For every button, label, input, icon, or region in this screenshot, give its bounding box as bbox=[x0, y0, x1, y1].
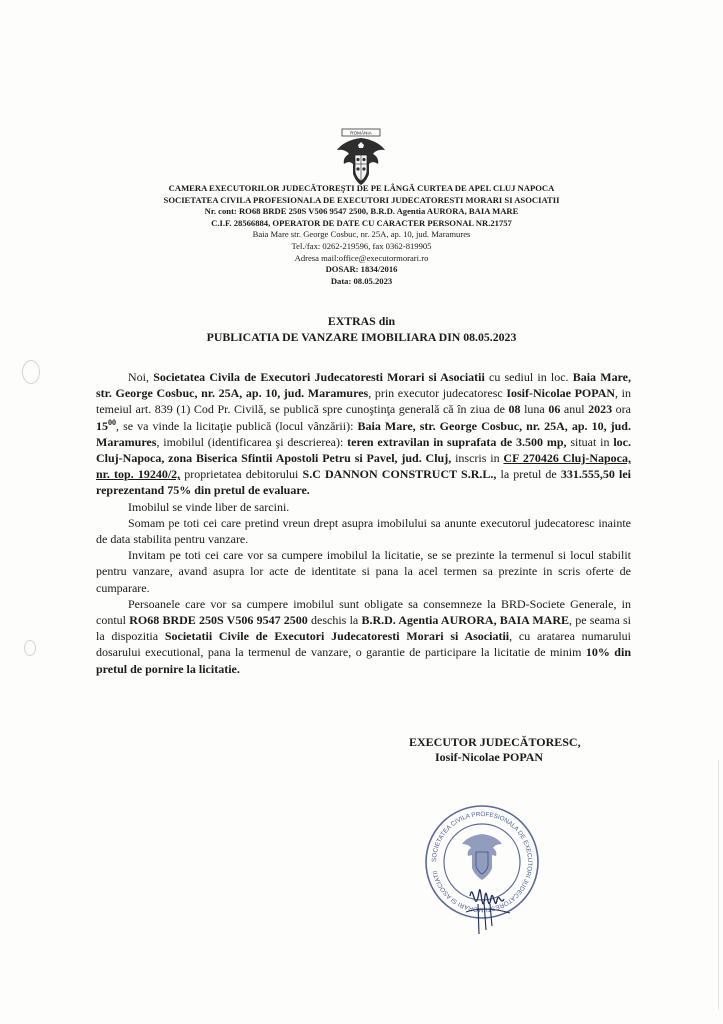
text-run-bold: B.R.D. Agentia AURORA, BAIA MARE bbox=[361, 613, 570, 628]
text-run: proprietatea debitorului bbox=[180, 467, 303, 482]
text-run-bold: 331.555,50 lei reprezentand 75% din pretul de evaluare. bbox=[96, 467, 631, 498]
punch-hole-mark bbox=[24, 640, 36, 656]
document-body bbox=[96, 369, 631, 677]
romania-coat-of-arms-icon bbox=[333, 128, 389, 186]
email-address: Adresa mail:office@executormorari.ro bbox=[294, 252, 429, 263]
text-run-bold: S.C DANNON CONSTRUCT S.R.L., bbox=[302, 467, 497, 482]
paragraph-guarantee bbox=[96, 596, 631, 677]
paragraph-announcement bbox=[96, 369, 631, 499]
text-run-bold: 08 bbox=[508, 402, 521, 417]
text-run: , in temeiul art. 839 (1) Cod Pr. Civilă, se publică spre cunoştinţa generală că în ziua de bbox=[96, 386, 632, 417]
text-run-bold: 10% din pretul de pornire la licitatie. bbox=[96, 645, 631, 676]
document-date: Data: 08.05.2023 bbox=[330, 275, 393, 286]
page-edge-line bbox=[718, 760, 719, 1010]
crest-label: ROMÂNIA bbox=[350, 130, 372, 136]
text-run-bold: Societatea Civila de Executori Judecatoresti Morari si Asociatii bbox=[153, 370, 485, 384]
text-run: ora bbox=[612, 402, 632, 417]
office-address: Baia Mare str. George Cosbuc, nr. 25A, ap. 10, jud. Maramures bbox=[252, 229, 471, 240]
text-run: , pe seama si la dispozitia bbox=[96, 613, 631, 644]
text-run: situat in bbox=[566, 434, 614, 449]
text-run: Noi, bbox=[128, 370, 154, 384]
text-run: deschis la bbox=[307, 613, 362, 628]
text-run: , cu aratarea numarului dosarului executional, pana la termenul de vanzare, o garantie de participare la licitatie de minim bbox=[96, 629, 632, 660]
case-number: DOSAR: 1834/2016 bbox=[325, 264, 398, 275]
text-run-bold: 06 bbox=[548, 402, 561, 417]
text-run-bold-underlined: CF 270426 Cluj-Napoca, nr. top. 19240/2, bbox=[96, 451, 631, 482]
fiscal-code-line: C.I.F. 28566884, OPERATOR DE DATE CU CARACTER PERSONAL NR.21757 bbox=[211, 217, 512, 228]
document-title bbox=[60, 313, 663, 345]
text-run: , se va vinde la licitaţie publică (locul vânzării): bbox=[116, 418, 358, 433]
text-run-bold: loc. Cluj-Napoca, zona Biserica Sfintii Apostoli Petru si Pavel, jud. Cluj, bbox=[96, 434, 631, 466]
paragraph-encumbrances: Imobilul se vinde liber de sarcini. bbox=[128, 499, 290, 514]
paragraph-summons: Somam pe toti cei care pretind vreun drept asupra imobilului sa anunte executorul judecatoresc inainte de data stabilita pentru vanzare. bbox=[96, 515, 631, 547]
executor-role: EXECUTOR JUDECĂTORESC, bbox=[409, 735, 581, 749]
text-run: , prin executor judecatoresc bbox=[368, 386, 507, 401]
title-line-2: PUBLICATIA DE VANZARE IMOBILIARA DIN 08.05.2023 bbox=[206, 330, 517, 344]
text-run-bold: 15 bbox=[96, 418, 108, 433]
executor-name: Iosif-Nicolae POPAN bbox=[435, 750, 544, 764]
chamber-name: CAMERA EXECUTORILOR JUDECĂTOREŞTI DE PE LÂNGĂ CURTEA DE APEL CLUJ NAPOCA bbox=[168, 183, 555, 193]
paragraph-invitation: Invitam pe toti cei care vor sa cumpere imobilul la licitatie, se se prezinte la termenul si locul stabilit pentru vanzare, avand asupra lor acte de identitate si pana la acel termen sa prezinte in scris oferte de cumparare. bbox=[96, 548, 631, 595]
text-run-bold: RO68 BRDE 250S V506 9547 2500 bbox=[129, 613, 308, 628]
stamp-text: SOCIETATEA CIVILA PROFESIONALA DE EXECUTORI JUDECATORESTI MORARI SI ASOCIATII bbox=[430, 810, 534, 914]
text-run-bold: Baia Mare, str. George Cosbuc, nr. 25A, ap. 10, jud. Maramures bbox=[96, 418, 631, 449]
title-line-1: EXTRAS din bbox=[327, 314, 396, 328]
punch-hole-mark bbox=[22, 360, 40, 384]
text-run-superscript: 00 bbox=[108, 417, 116, 427]
official-stamp-icon bbox=[418, 800, 546, 940]
signature-block bbox=[409, 735, 639, 765]
text-run-bold: Iosif-Nicolae POPAN bbox=[506, 386, 616, 401]
text-run: luna bbox=[520, 402, 549, 417]
text-run-bold: Societatii Civile de Executori Judecatoresti Morari si Asociatii bbox=[164, 629, 510, 644]
text-run: , imobilul (identificarea şi descrierea): bbox=[156, 434, 348, 449]
text-run-bold: 2023 bbox=[588, 402, 613, 417]
phone-fax: Tel./fax: 0262-219596, fax 0362-819905 bbox=[291, 240, 432, 251]
text-run: anul bbox=[560, 402, 589, 417]
company-name: SOCIETATEA CIVILA PROFESIONALA DE EXECUTORI JUDECATORESTI MORARI SI ASOCIATII bbox=[163, 194, 560, 205]
text-run: la pretul de bbox=[496, 467, 561, 482]
text-run-bold: Baia Mare, str. George Cosbuc, nr. 25A, ap. 10, jud. Maramures bbox=[96, 370, 631, 401]
text-run-bold: teren extravilan in suprafata de 3.500 mp, bbox=[347, 434, 567, 449]
text-run: cu sediul in loc. bbox=[484, 370, 573, 384]
document-header bbox=[60, 183, 663, 287]
bank-account-line: Nr. cont: RO68 BRDE 250S V506 9547 2500, B.R.D. Agentia AURORA, BAIA MARE bbox=[204, 206, 519, 217]
text-run: Persoanele care vor sa cumpere imobilul sunt obligate sa consemneze la BRD-Societe Generale, in contul bbox=[96, 596, 631, 628]
text-run: inscris in bbox=[451, 451, 504, 466]
